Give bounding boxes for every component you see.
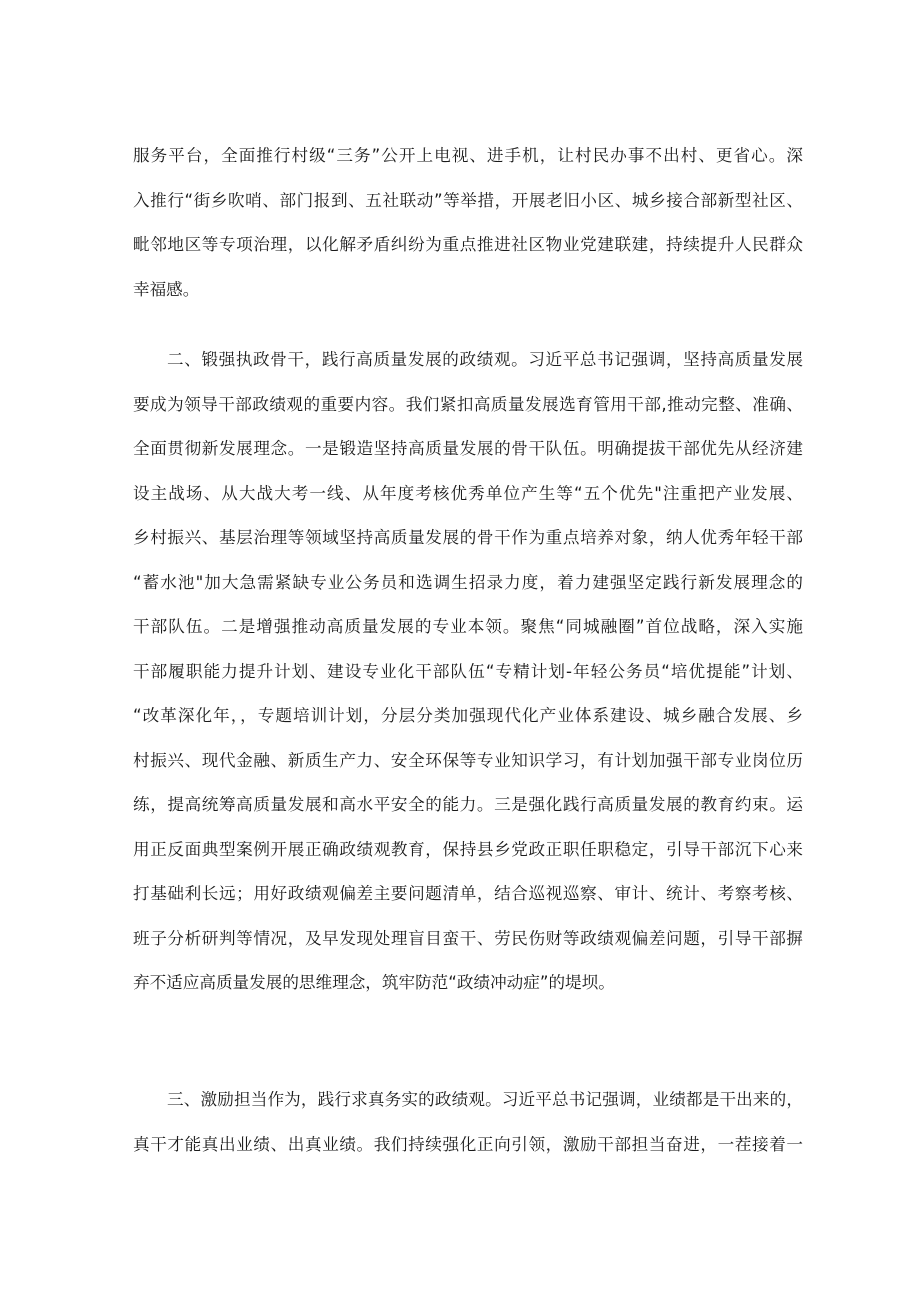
text-line: 全面贯彻新发展理念。一是锻造坚持高质量发展的骨干队伍。明确提拔干部优先从经济建 bbox=[133, 439, 803, 458]
paragraph-section-two bbox=[133, 338, 803, 1006]
paragraph-section-three bbox=[133, 1078, 803, 1167]
text-line: 干部队伍。二是增强推动高质量发展的专业本领。聚焦“同城融圈”首位战略，深入实施 bbox=[133, 617, 803, 636]
section-heading-line: 三、激励担当作为，践行求真务实的政绩观。习近平总书记强调，业绩都是干出来的， bbox=[167, 1090, 803, 1109]
text-line: 幸福感。 bbox=[133, 279, 200, 299]
text-line: 真干才能真出业绩、出真业绩。我们持续强化正向引领，激励干部担当奋进，一茬接着一 bbox=[133, 1134, 803, 1154]
text-line: 乡村振兴、基层治理等领域坚持高质量发展的骨干作为重点培养对象，纳人优秀年轻干部 bbox=[133, 528, 803, 547]
paragraph-community-governance bbox=[133, 134, 803, 312]
text-line: 用正反面典型案例开展正确政绩观教育，保持县乡党政正职任职稳定，引导干部沉下心来 bbox=[133, 839, 803, 859]
text-line: 入推行“街乡吹哨、部门报到、五社联动”等举措，开展老旧小区、城乡接合部新型社区、 bbox=[133, 190, 803, 210]
text-line: 村振兴、现代金融、新质生产力、安全环保等专业知识学习，有计划加强干部专业岗位历 bbox=[133, 750, 803, 770]
text-line: 干部履职能力提升计划、建设专业化干部队伍“专精计划-年轻公务员“培优提能”计划、 bbox=[133, 661, 803, 681]
text-line: 毗邻地区等专项治理，以化解矛盾纠纷为重点推进社区物业党建联建，持续提升人民群众 bbox=[133, 235, 803, 254]
text-line: 打基础利长远；用好政绩观偏差主要问题清单，结合巡视巡察、审计、统计、考察考核、 bbox=[133, 884, 803, 903]
text-line: 练，提高统筹高质量发展和高水平安全的能力。三是强化践行高质量发展的教育约束。运 bbox=[133, 795, 803, 814]
text-line: 设主战场、从大战大考一线、从年度考核优秀单位产生等“五个优先"注重把产业发展、 bbox=[133, 483, 803, 503]
text-line: 要成为领导干部政绩观的重要内容。我们紧扣高质量发展选育管用干部,推动完整、准确、 bbox=[133, 394, 803, 414]
text-line: 弃不适应高质量发展的思维理念，筑牢防范“政绩冲动症”的堤坝。 bbox=[133, 973, 615, 992]
section-heading-line: 二、锻强执政骨干，践行高质量发展的政绩观。习近平总书记强调，坚持高质量发展 bbox=[167, 350, 803, 369]
text-line: “蓄水池"加大急需紧缺专业公务员和选调生招录力度，着力建强坚定践行新发展理念的 bbox=[133, 572, 803, 592]
text-line: 班子分析研判等情况，及早发现处理盲目蛮干、劳民伤财等政绩观偏差问题，引导干部摒 bbox=[133, 928, 803, 948]
text-line: 服务平台，全面推行村级“三务”公开上电视、进手机，让村民办事不出村、更省心。深 bbox=[133, 146, 803, 165]
text-line: “改革深化年，，专题培训计划，分层分类加强现代化产业体系建设、城乡融合发展、乡 bbox=[133, 706, 803, 725]
